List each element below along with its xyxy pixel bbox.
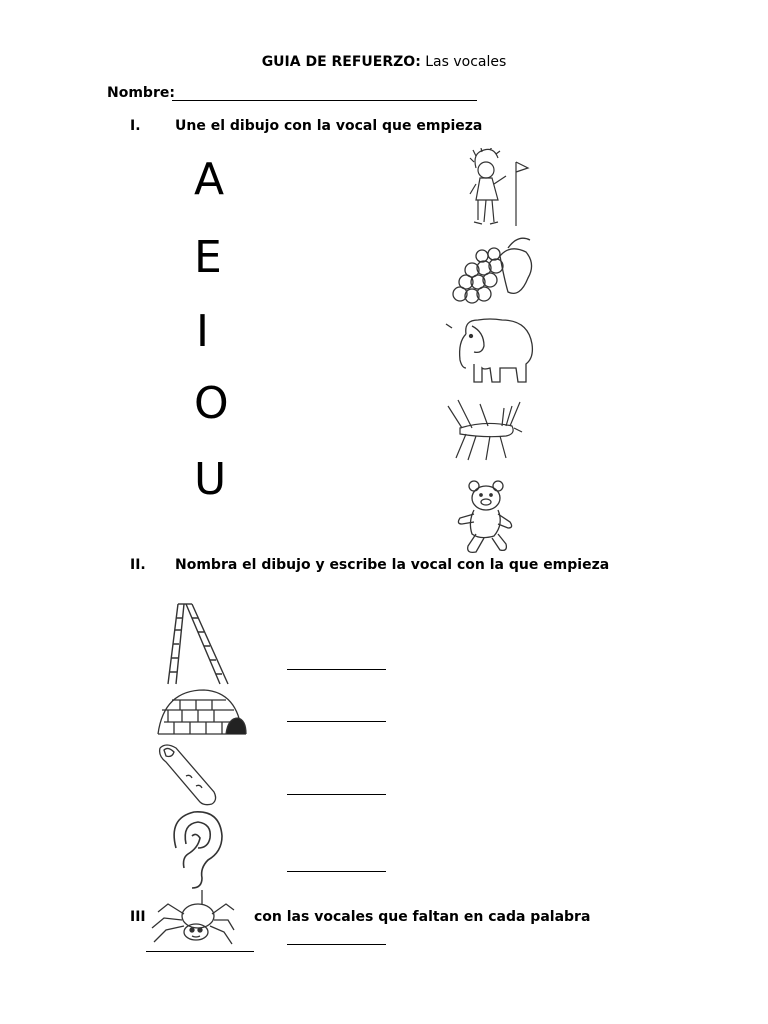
ladder-icon[interactable] xyxy=(162,600,234,686)
title-bold: GUIA DE REFUERZO: xyxy=(261,54,421,70)
answer-line-4[interactable] xyxy=(287,871,386,872)
section-1-instruction: Une el dibujo con la vocal que empieza xyxy=(175,118,483,134)
name-field[interactable] xyxy=(172,100,477,101)
section-2-instruction-b: con la que empieza xyxy=(456,557,610,573)
vowel-e: E xyxy=(194,232,222,283)
indian-chief-icon[interactable] xyxy=(462,148,532,230)
insect-icon[interactable] xyxy=(446,398,524,462)
vowel-a: A xyxy=(194,154,225,205)
answer-line-2[interactable] xyxy=(287,721,386,722)
name-label: Nombre: xyxy=(107,85,175,101)
vowel-u: U xyxy=(194,454,227,505)
teddy-bear-icon[interactable] xyxy=(454,478,520,556)
ear-icon[interactable] xyxy=(162,808,228,892)
igloo-icon[interactable] xyxy=(154,686,250,740)
spider-word-line[interactable] xyxy=(146,951,254,952)
answer-line-3[interactable] xyxy=(287,794,386,795)
section-2-number: II. xyxy=(130,557,146,573)
section-3-instruction: con las vocales que faltan en cada palabra xyxy=(254,909,591,925)
vowel-o: O xyxy=(194,378,229,429)
section-1-number: I. xyxy=(130,118,141,134)
title-rest: Las vocales xyxy=(420,54,507,70)
section-3-number: III xyxy=(130,909,146,925)
answer-line-1[interactable] xyxy=(287,669,386,670)
vowel-i: I xyxy=(196,306,209,357)
page-title xyxy=(0,54,768,70)
spider-icon[interactable] xyxy=(146,890,236,952)
section-2-instruction-a: Nombra el dibujo y escribe la vocal xyxy=(175,557,457,573)
finger-icon[interactable] xyxy=(156,740,226,808)
answer-line-5[interactable] xyxy=(287,944,386,945)
elephant-icon[interactable] xyxy=(444,312,536,386)
grapes-icon[interactable] xyxy=(448,234,536,306)
section-2-instruction xyxy=(175,557,609,573)
